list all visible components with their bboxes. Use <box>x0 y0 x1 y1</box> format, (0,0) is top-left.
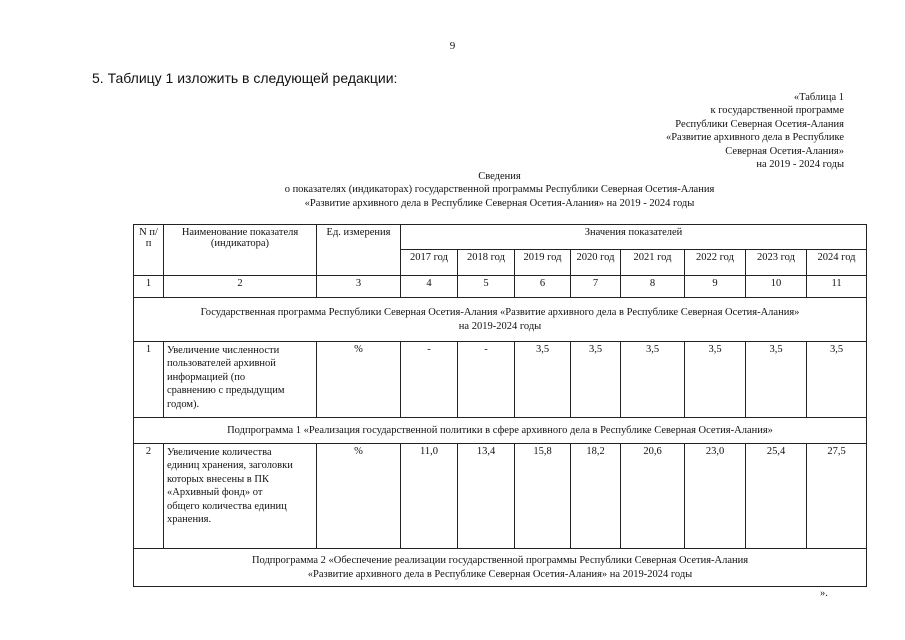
indicator-name-line: сравнению с предыдущим <box>167 385 285 397</box>
appendix-line: на 2019 - 2024 годы <box>756 159 844 171</box>
page-number: 9 <box>449 40 456 52</box>
column-number: 11 <box>807 276 867 298</box>
value-cell: 23,0 <box>685 444 746 549</box>
indicator-name-line: пользователей архивной <box>167 358 276 370</box>
indicator-name-line: «Архивный фонд» от <box>167 487 263 499</box>
header-row <box>134 225 867 250</box>
value-cell: 25,4 <box>746 444 807 549</box>
column-number: 8 <box>621 276 685 298</box>
section-title-line: «Развитие архивного дела в Республике Северная Осетия-Алания» на 2019-2024 годы <box>307 568 693 580</box>
caption-line: Сведения <box>478 171 521 182</box>
section-title <box>134 418 867 444</box>
column-number: 7 <box>571 276 621 298</box>
closing-quote: ». <box>820 588 828 599</box>
table-row <box>134 342 867 418</box>
header-values-group: Значения показателей <box>401 225 867 250</box>
indicator-name-line: которых внесены в ПК <box>167 473 269 485</box>
unit-cell: % <box>317 342 401 418</box>
header-year: 2022 год <box>685 250 746 276</box>
appendix-line: к государственной программе <box>710 105 844 117</box>
indicator-name-line: Увеличение количества <box>167 447 272 458</box>
indicator-name-line: информацией (по <box>167 371 246 383</box>
table-row <box>134 444 867 549</box>
header-year: 2017 год <box>401 250 458 276</box>
value-cell: 3,5 <box>807 342 867 418</box>
section-title <box>134 298 867 342</box>
column-number: 1 <box>134 276 164 298</box>
appendix-line: «Развитие архивного дела в Республике <box>665 132 844 144</box>
section-title-line: Государственная программа Республики Северная Осетия-Алания «Развитие архивного дела в Республике Северная Осетия-Алания» <box>200 307 800 319</box>
indicator-name <box>164 444 317 549</box>
row-num: 1 <box>134 342 164 418</box>
header-year: 2024 год <box>807 250 867 276</box>
section-title <box>134 549 867 587</box>
section-row <box>134 549 867 587</box>
section-title-line: на 2019-2024 годы <box>458 320 542 332</box>
indicators-table <box>133 224 867 587</box>
appendix-line: Северная Осетия-Алания» <box>725 145 844 157</box>
indicator-name-line: годом). <box>167 398 200 410</box>
value-cell: 11,0 <box>401 444 458 549</box>
value-cell: 3,5 <box>746 342 807 418</box>
section-title-line: Подпрограмма 2 «Обеспечение реализации государственной программы Республики Северная Осетия-Алания <box>251 555 749 567</box>
column-number: 4 <box>401 276 458 298</box>
section-row <box>134 298 867 342</box>
caption-line: «Развитие архивного дела в Республике Северная Осетия-Алания» на 2019 - 2024 годы <box>304 197 695 209</box>
indicator-name-line: общего количества единиц <box>167 500 287 512</box>
row-num: 2 <box>134 444 164 549</box>
column-number: 6 <box>515 276 571 298</box>
value-cell: 27,5 <box>807 444 867 549</box>
value-cell: 13,4 <box>458 444 515 549</box>
column-number: 2 <box>164 276 317 298</box>
value-cell: - <box>458 342 515 418</box>
header-name: Наименование показателя (индикатора) <box>164 225 317 276</box>
value-cell: 3,5 <box>685 342 746 418</box>
indicator-name-line: единиц хранения, заголовки <box>167 460 293 472</box>
value-cell: 3,5 <box>621 342 685 418</box>
header-num: N п/п <box>134 225 164 276</box>
value-cell: 3,5 <box>571 342 621 418</box>
table-caption <box>133 170 866 210</box>
value-cell: 18,2 <box>571 444 621 549</box>
value-cell: 3,5 <box>515 342 571 418</box>
header-year: 2019 год <box>515 250 571 276</box>
value-cell: 15,8 <box>515 444 571 549</box>
indicator-name-line: хранения. <box>167 514 212 526</box>
column-number-row <box>134 276 867 298</box>
column-number: 9 <box>685 276 746 298</box>
column-number: 5 <box>458 276 515 298</box>
appendix-block <box>666 91 844 171</box>
header-year: 2018 год <box>458 250 515 276</box>
value-cell: - <box>401 342 458 418</box>
header-year: 2021 год <box>621 250 685 276</box>
section-title-line: Подпрограмма 1 «Реализация государственной политики в сфере архивного дела в Республике Северная Осетия-Алания» <box>227 424 773 436</box>
column-number: 10 <box>746 276 807 298</box>
header-year: 2023 год <box>746 250 807 276</box>
appendix-line: Республики Северная Осетия-Алания <box>675 118 844 130</box>
indicator-name <box>164 342 317 418</box>
header-unit: Ед. измерения <box>317 225 401 276</box>
column-number: 3 <box>317 276 401 298</box>
appendix-line: «Таблица 1 <box>793 92 844 103</box>
caption-line: о показателях (индикаторах) государственной программы Республики Северная Осетия-Алания <box>284 184 715 196</box>
indicator-name-line: Увеличение численности <box>167 345 280 356</box>
unit-cell: % <box>317 444 401 549</box>
header-year: 2020 год <box>571 250 621 276</box>
instruction-text: 5. Таблицу 1 изложить в следующей редакции: <box>92 70 398 86</box>
value-cell: 20,6 <box>621 444 685 549</box>
section-row <box>134 418 867 444</box>
